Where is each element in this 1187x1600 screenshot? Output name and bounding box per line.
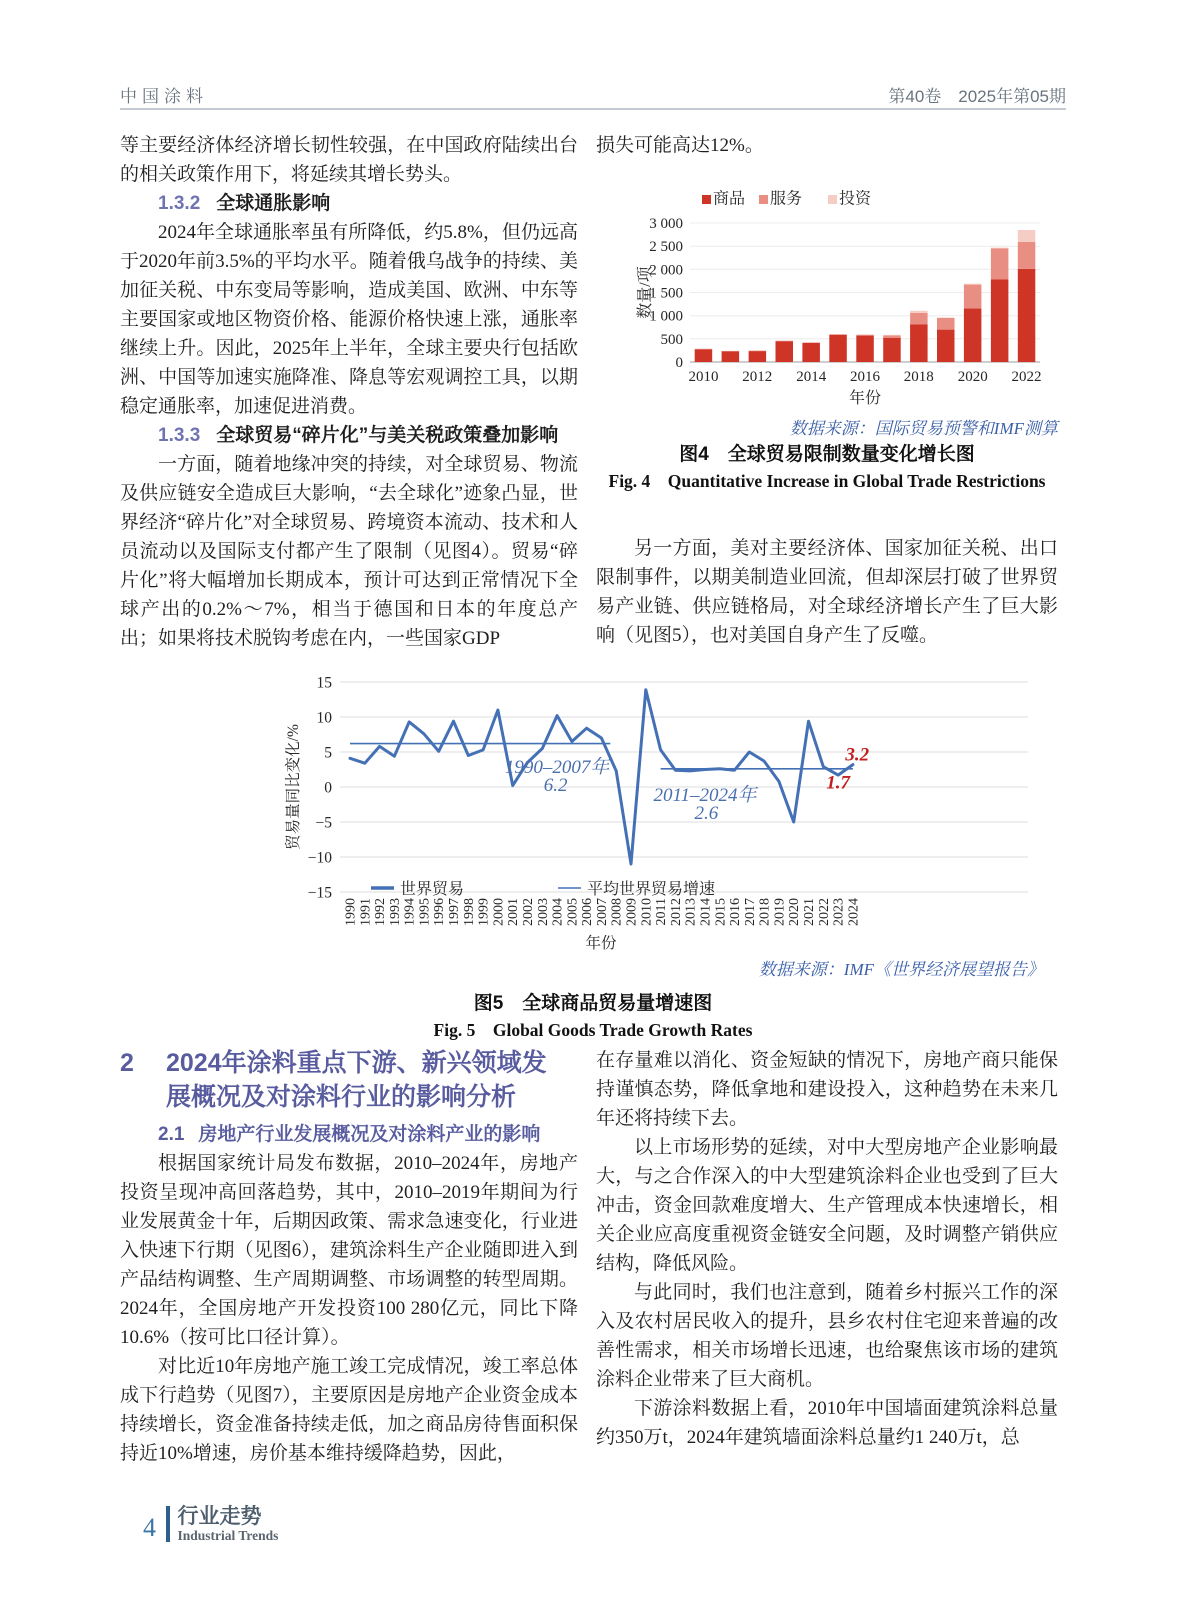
- heading-2-1: [120, 1120, 578, 1149]
- right-column-top: [596, 131, 1058, 650]
- svg-text:15: 15: [316, 674, 332, 692]
- svg-text:数量/项: 数量/项: [637, 266, 654, 319]
- paragraph: 下游涂料数据上看，2010年中国墙面建筑涂料总量约350万t，2024年建筑墙面涂料总量约1 240万t，总: [596, 1398, 1058, 1448]
- paragraph: 2024年全球通胀率虽有所降低，约5.8%，但仍远高于2020年前3.5%的平均水平。随着俄乌战争的持续、美加征关税、中东变局等影响，造成美国、欧洲、中东等主要国家或地区物资价格、能源价格快速上涨，通胀率继续上升。因此，2025年上半年，全球主要央行包括欧洲、中国等加速实施降准、降息等宏观调控工具，以期稳定通胀率，加速促进消费。: [120, 222, 578, 417]
- issue-info: 第40卷 2025年第05期: [888, 87, 1066, 106]
- svg-text:1993: 1993: [387, 898, 403, 926]
- svg-text:2003: 2003: [535, 898, 551, 926]
- heading-number: 1.3.3: [158, 425, 201, 446]
- svg-text:1997: 1997: [447, 898, 462, 926]
- svg-text:2010: 2010: [688, 369, 719, 385]
- section-2-heading: [120, 1046, 578, 1114]
- svg-text:平均世界贸易增速: 平均世界贸易增速: [587, 881, 716, 898]
- paragraph: 以上市场形势的延续，对中大型房地产企业影响最大，与之合作深入的中大型建筑涂料企业也受到了巨大冲击，资金回款难度增大、生产管理成本快速增长，相关企业应高度重视资金链安全问题，及时调整产销供应结构，降低风险。: [596, 1137, 1058, 1274]
- paragraph: 另一方面，美对主要经济体、国家加征关税、出口限制事件，以期美制造业回流，但却深层打破了世界贸易产业链、供应链格局，对全球经济增长产生了巨大影响（见图5），也对美国自身产生了反噬。: [596, 538, 1058, 646]
- svg-text:2020: 2020: [957, 369, 988, 385]
- svg-text:2011–2024年: 2011–2024年: [653, 785, 757, 806]
- svg-text:2008: 2008: [609, 898, 625, 926]
- heading-text: 全球贸易“碎片化”与美关税政策叠加影响: [216, 425, 559, 446]
- svg-text:1999: 1999: [476, 898, 492, 926]
- footer-divider: [166, 1506, 170, 1542]
- footer-column-en: Industrial Trends: [177, 1527, 279, 1543]
- svg-text:2005: 2005: [565, 898, 581, 926]
- svg-text:10: 10: [316, 709, 332, 727]
- svg-text:2022: 2022: [816, 898, 832, 926]
- page-footer: [143, 1502, 278, 1546]
- footer-column-cn: 行业走势: [177, 1504, 262, 1528]
- svg-text:1994: 1994: [402, 898, 418, 926]
- svg-text:1 500: 1 500: [649, 285, 683, 302]
- paragraph: 在存量难以消化、资金短缺的情况下，房地产商只能保持谨慎态势，降低拿地和建设投入，这种趋势在未来几年还将持续下去。: [596, 1050, 1058, 1129]
- svg-text:年份: 年份: [585, 935, 617, 952]
- svg-text:2016: 2016: [850, 369, 880, 385]
- heading-number: 1.3.2: [158, 193, 201, 214]
- svg-text:1996: 1996: [432, 898, 448, 926]
- left-column-bottom: [120, 1046, 578, 1468]
- svg-text:贸易量同比变化/%: 贸易量同比变化/%: [285, 724, 302, 850]
- svg-text:2 000: 2 000: [649, 262, 683, 279]
- svg-text:−15: −15: [307, 884, 332, 902]
- heading-text: 全球通胀影响: [216, 193, 331, 214]
- svg-text:1 000: 1 000: [649, 308, 683, 325]
- svg-text:2024: 2024: [846, 898, 862, 926]
- svg-text:2009: 2009: [624, 898, 640, 926]
- figure5-block: [120, 656, 1066, 1043]
- svg-text:−5: −5: [315, 814, 332, 832]
- svg-text:2010: 2010: [639, 898, 655, 926]
- svg-text:2 500: 2 500: [649, 239, 683, 256]
- right-column-bottom: [596, 1046, 1058, 1452]
- svg-text:1990–2007年: 1990–2007年: [504, 757, 610, 778]
- paragraph: 对比近10年房地产施工竣工完成情况，竣工率总体成下行趋势（见图7），主要原因是房地产企业资金成本持续增长，资金准备持续走低，加之商品房待售面积保持近10%增速，房价基本维持缓降趋势，因此，: [120, 1356, 578, 1464]
- svg-text:投资: 投资: [839, 190, 872, 208]
- svg-text:服务: 服务: [770, 190, 803, 208]
- svg-text:2023: 2023: [831, 898, 847, 926]
- svg-text:商品: 商品: [713, 190, 746, 208]
- left-column-top: [120, 131, 578, 653]
- section-number: 2: [120, 1049, 134, 1077]
- svg-text:2016: 2016: [728, 898, 743, 926]
- svg-text:3.2: 3.2: [845, 744, 870, 766]
- heading-1-3-2: [120, 189, 578, 218]
- svg-text:2002: 2002: [521, 898, 536, 926]
- svg-text:6.2: 6.2: [543, 775, 568, 797]
- svg-text:1992: 1992: [373, 898, 389, 926]
- paragraph: 损失可能高达12%。: [596, 135, 764, 156]
- heading-number: 2.1: [158, 1124, 185, 1145]
- journal-title: 中国涂料: [120, 87, 208, 106]
- section-title: 2024年涂料重点下游、新兴领域发展概况及对涂料行业的影响分析: [166, 1049, 547, 1111]
- svg-text:2007: 2007: [594, 898, 610, 926]
- fig4-caption-cn: 图4 全球贸易限制数量变化增长图: [679, 444, 975, 465]
- heading-1-3-3: [120, 421, 578, 450]
- fig5-caption-en: Fig. 5 Global Goods Trade Growth Rates: [433, 1020, 753, 1040]
- fig5-caption-cn: 图5 全球商品贸易量增速图: [473, 993, 713, 1014]
- svg-text:2.6: 2.6: [694, 803, 719, 825]
- heading-text: 房地产行业发展概况及对涂料产业的影响: [198, 1124, 541, 1145]
- svg-text:2006: 2006: [580, 898, 596, 926]
- svg-text:0: 0: [324, 779, 332, 797]
- svg-text:5: 5: [324, 744, 332, 762]
- svg-text:1995: 1995: [417, 898, 433, 926]
- svg-text:2000: 2000: [491, 898, 507, 926]
- svg-text:2017: 2017: [742, 898, 758, 926]
- paragraph: 一方面，随着地缘冲突的持续，对全球贸易、物流及供应链安全造成巨大影响，“去全球化”迹象凸显，世界经济“碎片化”对全球贸易、跨境资本流动、技术和人员流动以及国际支付都产生了限制（见图4）。贸易“碎片化”将大幅增加长期成本，预计可达到正常情况下全球产出的0.2%～7%，相当于德国和日本的年度总产出；如果将技术脱钩考虑在内，一些国家GDP: [120, 454, 578, 649]
- svg-text:2014: 2014: [698, 898, 714, 926]
- svg-text:2018: 2018: [757, 898, 773, 926]
- svg-text:500: 500: [660, 331, 683, 348]
- svg-text:3 000: 3 000: [649, 216, 683, 232]
- svg-text:1990: 1990: [343, 898, 359, 926]
- svg-text:2011: 2011: [654, 898, 670, 926]
- svg-text:2014: 2014: [796, 369, 827, 385]
- svg-text:年份: 年份: [848, 390, 882, 407]
- svg-text:2004: 2004: [550, 898, 566, 926]
- fig4-caption-en: Fig. 4 Quantitative Increase in Global Trade Restrictions: [608, 471, 1046, 491]
- svg-text:2015: 2015: [713, 898, 729, 926]
- page-number: 4: [143, 1513, 156, 1542]
- svg-text:2013: 2013: [683, 898, 699, 926]
- svg-text:1.7: 1.7: [826, 772, 850, 794]
- svg-text:2012: 2012: [668, 898, 684, 926]
- svg-text:2021: 2021: [802, 898, 817, 926]
- paragraph: 根据国家统计局发布数据，2010–2024年，房地产投资呈现冲高回落趋势，其中，2010–2019年期间为行业发展黄金十年，后期因政策、需求急速变化，行业进入快速下行期（见图6），建筑涂料生产企业随即进入到产品结构调整、生产周期调整、市场调整的转型周期。2024年，全国房地产开发投资100 280亿元，同比下降10.6%（按可比口径计算）。: [120, 1153, 578, 1348]
- footer-column-label: [178, 1506, 279, 1543]
- svg-text:1991: 1991: [358, 898, 374, 926]
- fig4-data-source: 数据来源：国际贸易预警和IMF测算: [789, 419, 1058, 438]
- svg-text:1998: 1998: [461, 898, 477, 926]
- svg-text:2022: 2022: [1011, 369, 1042, 385]
- svg-text:2001: 2001: [506, 898, 522, 926]
- svg-text:世界贸易: 世界贸易: [400, 881, 465, 898]
- page-header: [120, 82, 1066, 110]
- fig4-chart: [636, 190, 1058, 415]
- svg-text:0: 0: [675, 355, 683, 371]
- svg-text:2018: 2018: [903, 369, 934, 385]
- svg-text:−10: −10: [307, 849, 332, 867]
- fig5-data-source: 数据来源：IMF《世界经济展望报告》: [758, 960, 1044, 979]
- svg-text:2012: 2012: [742, 369, 773, 385]
- paragraph: 等主要经济体经济增长韧性较强，在中国政府陆续出台的相关政策作用下，将延续其增长势头。: [120, 135, 578, 185]
- svg-text:2019: 2019: [772, 898, 788, 926]
- svg-text:2020: 2020: [787, 898, 803, 926]
- paragraph: 与此同时，我们也注意到，随着乡村振兴工作的深入及农村居民收入的提升，县乡农村住宅迎来普遍的改善性需求，相关市场增长迅速，也给聚焦该市场的建筑涂料企业带来了巨大商机。: [596, 1282, 1058, 1390]
- fig5-chart: [280, 656, 1066, 956]
